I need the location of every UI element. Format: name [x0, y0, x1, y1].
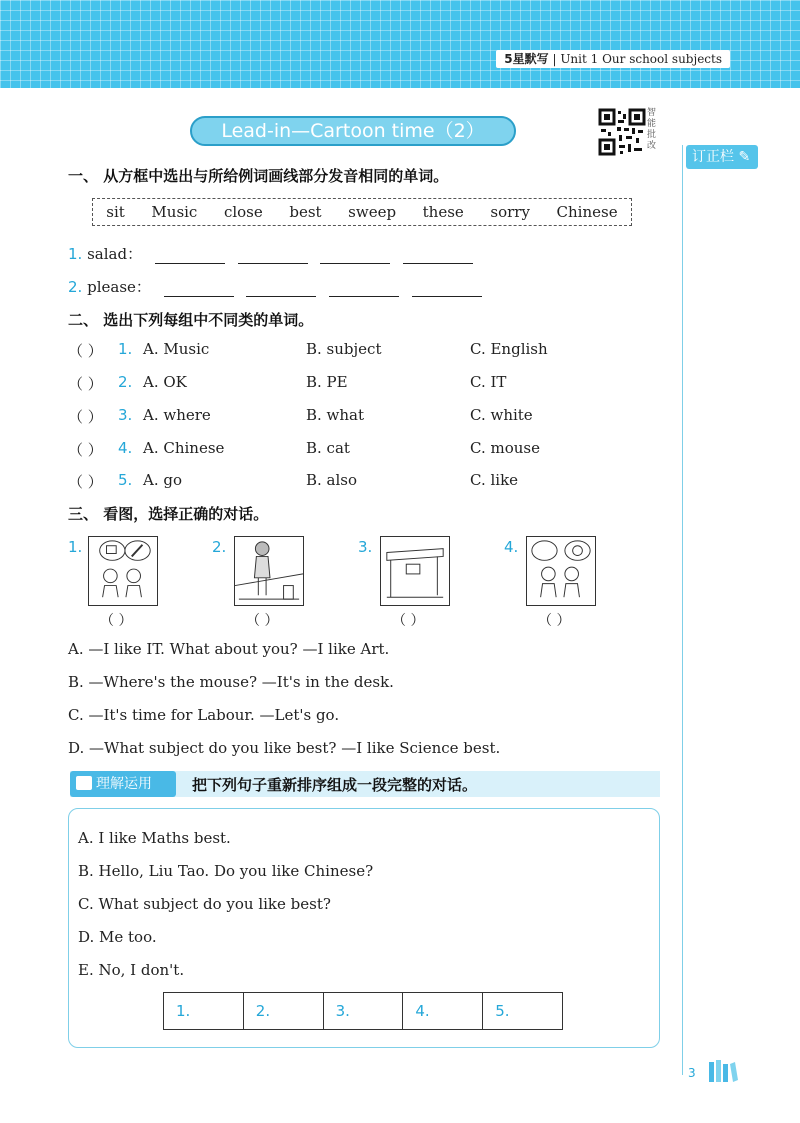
sentence-option: A. I like Maths best. [78, 829, 231, 847]
dialogue-option: A. —I like IT. What about you? —I like Art. [68, 640, 390, 658]
picture-number: 2. [212, 538, 227, 556]
picture-girl-garden [234, 536, 304, 606]
picture-desk [380, 536, 450, 606]
phonics-question-1: 1. salad： [68, 243, 473, 264]
answer-blank[interactable] [238, 249, 308, 264]
answer-blank[interactable] [403, 249, 473, 264]
answer-blank[interactable] [412, 282, 482, 297]
correction-column-line [682, 145, 683, 1075]
page-number: 3 [688, 1066, 696, 1080]
dialogue-option: D. —What subject do you like best? —I like Science best. [68, 739, 501, 757]
answer-slot[interactable]: 1. [164, 993, 244, 1029]
word-box [92, 198, 632, 226]
dialogue-option: B. —Where's the mouse? —It's in the desk. [68, 673, 394, 691]
answer-blank[interactable] [164, 282, 234, 297]
answer-paren[interactable]: （ ） [100, 613, 133, 629]
badge-separator: | [548, 52, 561, 66]
unit-badge [496, 50, 730, 68]
answer-slot[interactable]: 2. [244, 993, 324, 1029]
badge-series: 5星默写 [504, 52, 549, 66]
picture-number: 1. [68, 538, 83, 556]
section1-heading: 一、 从方框中选出与所给例词画线部分发音相同的单词。 [68, 167, 449, 185]
answer-slot[interactable]: 5. [495, 1002, 510, 1020]
answer-paren[interactable]: （ ） [392, 613, 425, 629]
answer-slot[interactable]: 4. [403, 993, 483, 1029]
sentence-option: B. Hello, Liu Tao. Do you like Chinese? [78, 862, 374, 880]
answer-paren[interactable]: （ ） [538, 613, 571, 629]
word-option: Chinese [556, 203, 618, 221]
books-icon [708, 1058, 738, 1082]
word-option: close [223, 203, 263, 221]
answer-blank[interactable] [329, 282, 399, 297]
answer-paren[interactable]: （ ） [68, 473, 103, 491]
qr-caption: 智 能 批 改 [647, 108, 657, 151]
badge-unit: Unit 1 Our school subjects [560, 52, 722, 66]
picture-kids-computer-art [88, 536, 158, 606]
apply-tag: 理解运用 [70, 771, 176, 797]
section2-heading: 二、 选出下列每组中不同类的单词。 [68, 311, 314, 329]
answer-grid [163, 992, 563, 1030]
header-banner [0, 0, 800, 88]
picture-number: 4. [504, 538, 519, 556]
picture-kids-science [526, 536, 596, 606]
answer-slot[interactable]: 3. [324, 993, 404, 1029]
section3-heading: 三、 看图，选择正确的对话。 [68, 505, 269, 523]
answer-paren[interactable]: （ ） [68, 408, 103, 426]
answer-paren[interactable]: （ ） [68, 342, 103, 360]
word-option: sweep [348, 203, 397, 221]
page-title: Lead-in—Cartoon time（2） [190, 116, 516, 146]
word-option: best [289, 203, 322, 221]
sentence-option: C. What subject do you like best? [78, 895, 331, 913]
phonics-question-2: 2. please： [68, 276, 482, 297]
sentence-option: D. Me too. [78, 928, 157, 946]
word-option: sit [106, 203, 125, 221]
pencil-icon: ✎ [738, 149, 751, 165]
answer-paren[interactable]: （ ） [68, 375, 103, 393]
picture-number: 3. [358, 538, 373, 556]
answer-paren[interactable]: （ ） [246, 613, 279, 629]
word-option: these [422, 203, 464, 221]
sentence-option: E. No, I don't. [78, 961, 185, 979]
answer-blank[interactable] [320, 249, 390, 264]
word-option: sorry [490, 203, 530, 221]
qr-code-icon[interactable] [598, 108, 646, 156]
apply-instruction: 把下列句子重新排序组成一段完整的对话。 [192, 776, 478, 794]
answer-paren[interactable]: （ ） [68, 441, 103, 459]
answer-blank[interactable] [155, 249, 225, 264]
word-option: Music [151, 203, 198, 221]
dialogue-option: C. —It's time for Labour. —Let's go. [68, 706, 340, 724]
correction-label: 订正栏 ✎ [686, 145, 758, 169]
book-icon [76, 776, 92, 790]
answer-blank[interactable] [246, 282, 316, 297]
